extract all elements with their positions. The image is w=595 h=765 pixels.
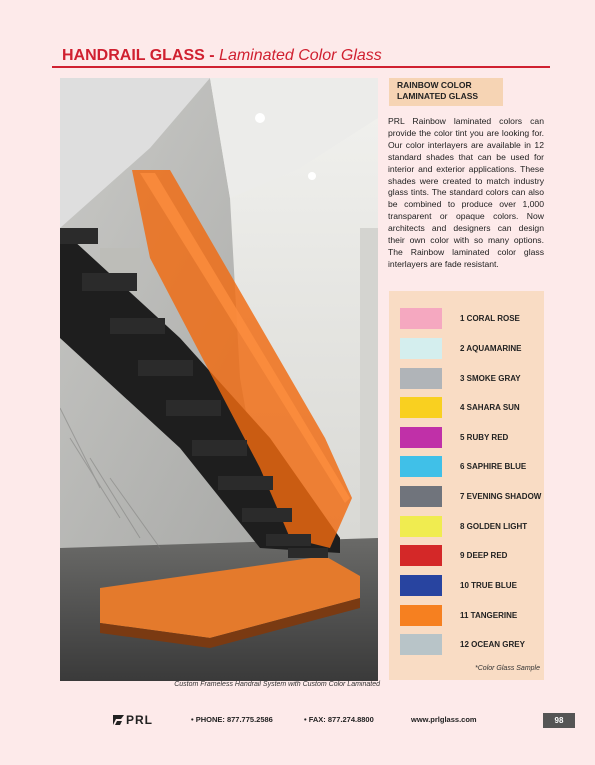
color-swatch: [400, 308, 442, 329]
color-swatch-panel: [389, 291, 544, 680]
section-tag-line2: LAMINATED GLASS: [397, 91, 479, 101]
swatch-label: 12 OCEAN GREY: [460, 640, 525, 649]
photo-caption: Custom Frameless Handrail System with Custom Color Laminated: [174, 681, 380, 688]
footer-fax: • FAX: 877.274.8800: [304, 715, 374, 724]
swatch-label: 7 EVENING SHADOW: [460, 492, 542, 501]
swatch-item: [400, 456, 540, 477]
page-number: 98: [543, 713, 575, 728]
swatch-label: 4 SAHARA SUN: [460, 403, 520, 412]
swatch-item: [400, 308, 540, 329]
color-swatch: [400, 545, 442, 566]
color-swatch: [400, 368, 442, 389]
footer-phone: • PHONE: 877.775.2586: [191, 715, 273, 724]
swatch-label: 10 TRUE BLUE: [460, 581, 517, 590]
swatch-item: [400, 634, 540, 655]
page-title: [62, 47, 382, 65]
color-swatch: [400, 634, 442, 655]
swatch-item: [400, 427, 540, 448]
color-swatch: [400, 456, 442, 477]
color-swatch: [400, 397, 442, 418]
color-swatch: [400, 516, 442, 537]
prl-logo: [113, 713, 153, 727]
swatch-label: 11 TANGERINE: [460, 611, 518, 620]
footer-website[interactable]: www.prlglass.com: [411, 715, 477, 724]
swatch-label: 6 SAPHIRE BLUE: [460, 462, 527, 471]
swatch-label: 9 DEEP RED: [460, 551, 508, 560]
swatch-item: [400, 605, 540, 626]
color-swatch: [400, 427, 442, 448]
color-swatch: [400, 338, 442, 359]
swatch-item: [400, 338, 540, 359]
swatch-label: 1 CORAL ROSE: [460, 314, 520, 323]
section-description: PRL Rainbow laminated colors can provide the color tint you are looking for. Our color interlayers are available in 12 standard shades that can be used for interior and exterior applications. These shades were created to match industry glass tints. The standard colors can also be combined to produce over 1,000 transparent or opaque colors. Now architects and designers can design their own color with so many options. The Rainbow laminated color glass interlayers are fade resistant.: [388, 116, 544, 269]
page-subtitle: Laminated Color Glass: [219, 47, 382, 64]
color-swatch: [400, 486, 442, 507]
swatch-label: 5 RUBY RED: [460, 433, 509, 442]
swatch-label: 2 AQUAMARINE: [460, 344, 522, 353]
swatch-item: [400, 486, 540, 507]
section-tag: [389, 78, 503, 106]
swatch-item: [400, 575, 540, 596]
section-tag-line1: RAINBOW COLOR: [397, 80, 472, 90]
color-swatch: [400, 575, 442, 596]
swatch-label: 3 SMOKE GRAY: [460, 374, 521, 383]
color-swatch: [400, 605, 442, 626]
swatch-item: [400, 397, 540, 418]
swatch-label: 8 GOLDEN LIGHT: [460, 522, 528, 531]
swatch-item: [400, 516, 540, 537]
swatch-item: [400, 368, 540, 389]
swatch-note: *Color Glass Sample: [475, 665, 540, 672]
prl-logo-icon: [113, 715, 124, 725]
prl-logo-text: PRL: [126, 713, 153, 727]
staircase-photo: [60, 78, 378, 681]
swatch-item: [400, 545, 540, 566]
page-footer: [0, 713, 595, 733]
page-title-main: HANDRAIL GLASS -: [62, 47, 220, 64]
header-rule: [52, 66, 550, 68]
